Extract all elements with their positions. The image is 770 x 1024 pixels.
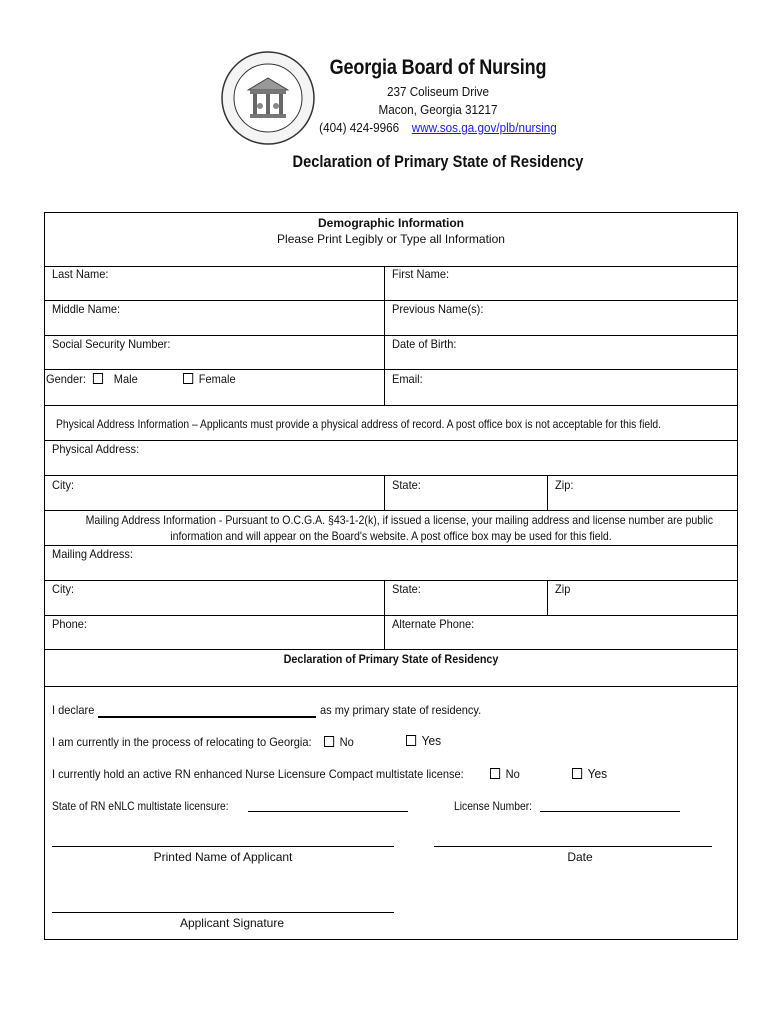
mailing-state-field[interactable]: State: — [392, 582, 421, 596]
divider — [44, 335, 738, 336]
phone-field[interactable]: Phone: — [52, 617, 88, 631]
gender-row — [46, 372, 236, 386]
divider — [44, 369, 738, 370]
middle-name-field[interactable]: Middle Name: — [52, 302, 121, 316]
form-frame — [44, 212, 738, 940]
physical-zip-field[interactable]: Zip: — [555, 478, 574, 492]
relocating-yes-option[interactable] — [406, 733, 441, 748]
male-label: Male — [113, 372, 138, 386]
female-label: Female — [198, 372, 236, 386]
divider — [44, 545, 738, 546]
date-caption: Date — [567, 850, 593, 864]
rn-no-checkbox[interactable] — [490, 768, 500, 779]
state-of-rn-label: State of RN eNLC multistate licensure: — [52, 799, 229, 813]
board-website-link[interactable]: www.sos.ga.gov/plb/nursing — [411, 120, 557, 135]
rn-yes-label: Yes — [587, 766, 608, 781]
divider — [44, 615, 738, 616]
alt-phone-field[interactable]: Alternate Phone: — [392, 617, 475, 631]
divider — [44, 405, 738, 406]
board-address-line2: Macon, Georgia 31217 — [378, 102, 498, 117]
rn-yes-checkbox[interactable] — [572, 768, 582, 779]
relocating-yes-label: Yes — [421, 733, 442, 748]
form-title: Declaration of Primary State of Residency — [292, 152, 584, 171]
divider — [44, 266, 738, 267]
signature-line[interactable] — [52, 912, 394, 913]
rn-yes-option[interactable] — [572, 766, 607, 781]
physical-address-field[interactable]: Physical Address: — [52, 442, 140, 456]
mailing-city-field[interactable]: City: — [52, 582, 75, 596]
male-checkbox[interactable] — [93, 373, 103, 384]
license-number-input[interactable] — [540, 811, 680, 812]
first-name-field[interactable]: First Name: — [392, 267, 450, 281]
divider — [44, 440, 738, 441]
physical-city-field[interactable]: City: — [52, 478, 75, 492]
divider — [44, 475, 738, 476]
rn-no-option[interactable] — [490, 767, 520, 781]
divider — [44, 580, 738, 581]
relocating-question: I am currently in the process of relocating to Georgia: — [52, 735, 312, 749]
printed-name-line[interactable] — [52, 846, 394, 847]
primary-state-input[interactable] — [98, 716, 316, 718]
georgia-state-seal — [220, 50, 316, 146]
relocating-yes-checkbox[interactable] — [406, 735, 416, 746]
physical-state-field[interactable]: State: — [392, 478, 421, 492]
female-checkbox[interactable] — [183, 373, 193, 384]
board-title: Georgia Board of Nursing — [329, 56, 547, 79]
column-divider — [384, 475, 385, 510]
relocating-no-option[interactable] — [324, 735, 354, 749]
mailing-zip-field[interactable]: Zip — [555, 582, 571, 596]
declare-prefix: I declare — [52, 703, 95, 717]
column-divider — [384, 266, 385, 405]
state-of-rn-input[interactable] — [248, 811, 408, 812]
physical-address-note: Physical Address Information – Applicants must provide a physical address of record. A post office box is not acceptable for this field. — [56, 417, 662, 431]
signature-caption: Applicant Signature — [179, 916, 285, 930]
column-divider — [547, 580, 548, 615]
board-phone: (404) 424-9966 — [319, 120, 400, 135]
divider — [44, 300, 738, 301]
date-line[interactable] — [434, 846, 712, 847]
divider — [44, 686, 738, 687]
rn-no-label: No — [505, 767, 520, 781]
relocating-no-checkbox[interactable] — [324, 736, 334, 747]
previous-names-field[interactable]: Previous Name(s): — [392, 302, 484, 316]
mailing-note-line2: information and will appear on the Board's website. A post office box may be used for this field. — [170, 529, 612, 543]
demographic-heading: Demographic Information — [317, 216, 464, 230]
ssn-field[interactable]: Social Security Number: — [52, 337, 171, 351]
declare-suffix: as my primary state of residency. — [320, 703, 482, 717]
declaration-heading: Declaration of Primary State of Residency — [283, 652, 499, 666]
printed-name-caption: Printed Name of Applicant — [153, 850, 293, 864]
rn-license-question: I currently hold an active RN enhanced Nurse Licensure Compact multistate license: — [52, 767, 464, 781]
mailing-note-line1: Mailing Address Information - Pursuant to O.C.G.A. §43-1-2(k), if issued a license, your mailing address and license number are public — [85, 513, 714, 527]
relocating-no-label: No — [339, 735, 354, 749]
demographic-instructions: Please Print Legibly or Type all Information — [277, 232, 505, 246]
gender-label: Gender: — [46, 372, 86, 386]
email-field[interactable]: Email: — [392, 372, 423, 386]
board-address-line1: 237 Coliseum Drive — [386, 84, 490, 99]
last-name-field[interactable]: Last Name: — [52, 267, 109, 281]
board-contact — [314, 120, 562, 135]
divider — [44, 510, 738, 511]
dob-field[interactable]: Date of Birth: — [392, 337, 457, 351]
column-divider — [384, 580, 385, 649]
divider — [44, 649, 738, 650]
license-number-label: License Number: — [454, 799, 533, 813]
column-divider — [547, 475, 548, 510]
mailing-address-field[interactable]: Mailing Address: — [52, 547, 134, 561]
